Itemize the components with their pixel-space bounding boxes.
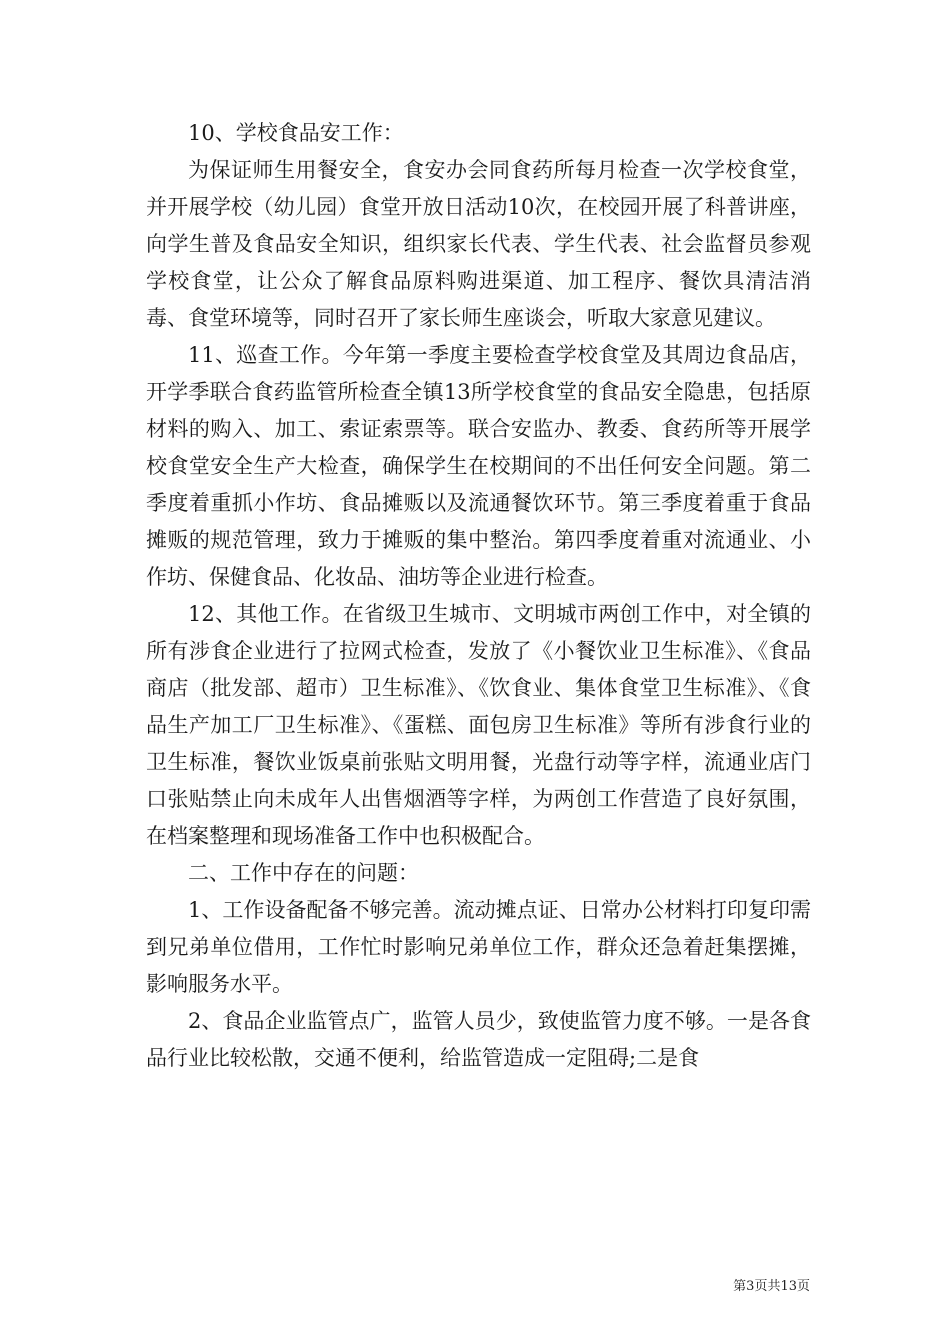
section-heading-food-safety-school: 10、学校食品安工作： bbox=[188, 121, 404, 145]
paragraph-inspection-work: 11、巡查工作。今年第一季度主要检查学校食堂及其周边食品店，开学季联合食药监管所检查全镇13所学校食堂的食品安全隐患，包括原材料的购入、加工、索证索票等。联合安监办、教委、食药所等开展学校食堂安全生产大检查，确保学生在校期间的不出任何安全问题。第二季度着重抓小作坊、食品摊贩以及流通餐饮环节。第三季度着重于食品摊贩的规范管理，致力于摊贩的集中整治。第四季度着重对流通业、小作坊、保健食品、化妆品、油坊等企业进行检查。 bbox=[146, 343, 811, 589]
paragraph-school-canteen: 为保证师生用餐安全，食安办会同食药所每月检查一次学校食堂，并开展学校（幼儿园）食堂开放日活动10次，在校园开展了科普讲座，向学生普及食品安全知识，组织家长代表、学生代表、社会监督员参观学校食堂，让公众了解食品原料购进渠道、加工程序、餐饮具清洁消毒、食堂环境等，同时召开了家长师生座谈会，听取大家意见建议。 bbox=[146, 158, 811, 330]
section-heading-problems: 二、工作中存在的问题： bbox=[188, 861, 419, 885]
paragraph-other-work: 12、其他工作。在省级卫生城市、文明城市两创工作中，对全镇的所有涉食企业进行了拉网式检查，发放了《小餐饮业卫生标准》、《食品商店（批发部、超市）卫生标准》、《饮食业、集体食堂卫生标准》、《食品生产加工厂卫生标准》、《蛋糕、面包房卫生标准》等所有涉食行业的卫生标准，餐饮业饭桌前张贴文明用餐，光盘行动等字样，流通业店门口张贴禁止向未成年人出售烟酒等字样，为两创工作营造了良好氛围，在档案整理和现场准备工作中也积极配合。 bbox=[146, 602, 811, 848]
page-number: 第3页共13页 bbox=[733, 1279, 810, 1294]
document-body bbox=[146, 115, 811, 1077]
paragraph-equipment-problem: 1、工作设备配备不够完善。流动摊点证、日常办公材料打印复印需到兄弟单位借用，工作忙时影响兄弟单位工作，群众还急着赶集摆摊，影响服务水平。 bbox=[146, 898, 811, 996]
paragraph-supervision-problem: 2、食品企业监管点广，监管人员少，致使监管力度不够。一是各食品行业比较松散，交通不便利，给监管造成一定阻碍;二是食 bbox=[146, 1009, 811, 1070]
